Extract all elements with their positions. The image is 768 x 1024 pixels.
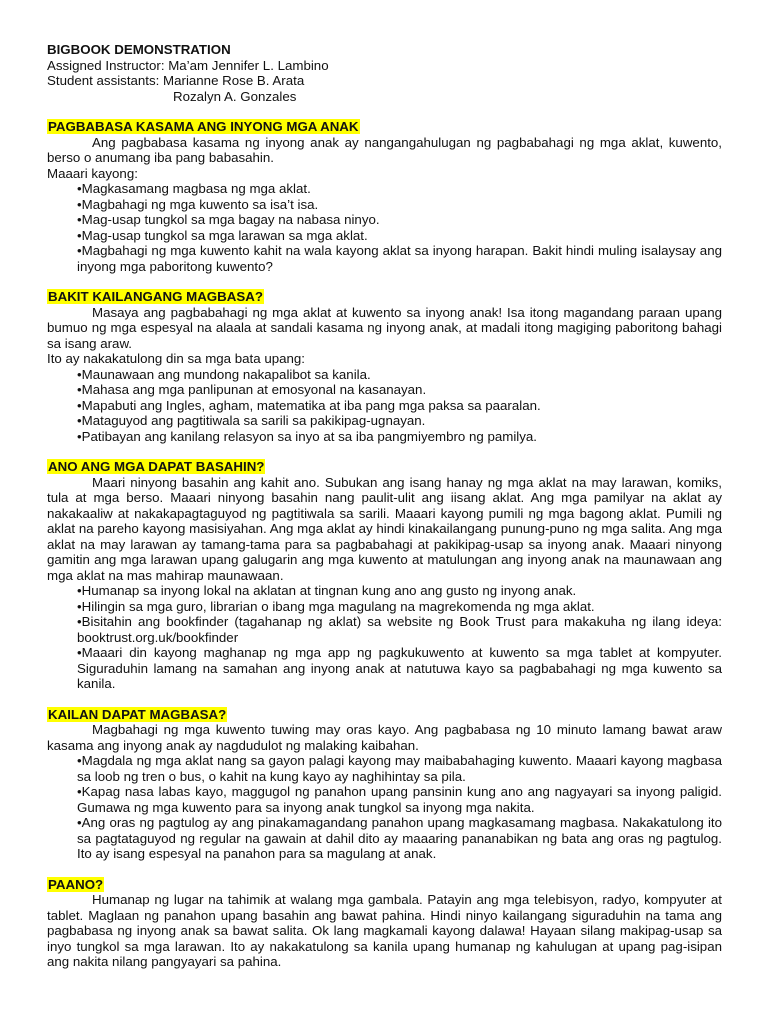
list-item: •Magkasamang magbasa ng mga aklat. (77, 181, 311, 196)
section-lead: Ito ay nakakatulong din sa mga bata upang: (47, 351, 305, 366)
section-heading: PAANO? (48, 876, 104, 892)
document-header (47, 42, 722, 104)
section-intro: Maari ninyong basahin ang kahit ano. Subukan ang isang hanay ng mga aklat na may larawan, komiks, tula at mga berso. Maaari ninyong basahin nang paulit-ulit ang iisang aklat. Ang mga pamilyar na aklat ay nakakaaliw at nakakapagtaguyod ng pagtitiwala sa sarili. Maaari kayong pumili ng mga bagong aklat. Pumili ng aklat na pareho kayong masisiyahan. Ang mga aklat ay hindi kinakailangang punung-puno ng mga salita. Ang mga aklat na may larawan ay tamang-tama para sa pagbabahagi at pakikipag-usap sa inyong anak. Maaari ninyong gamitin ang mga larawan upang galugarin ang mga kuwento at matulungan ang inyong anak na maunawaan ang mga aklat na mas mahirap maunawaan. (47, 474, 722, 583)
instructor-line: Assigned Instructor: Ma’am Jennifer L. Lambino (47, 57, 329, 73)
bullet-list (47, 181, 722, 274)
section-lead: Maaari kayong: (47, 165, 138, 181)
list-item: •Mataguyod ang pagtitiwala sa sarili sa pakikipag-ugnayan. (77, 413, 426, 428)
section-intro: Magbahagi ng mga kuwento tuwing may oras kayo. Ang pagbabasa ng 10 minuto lamang bawat araw kasama ang inyong anak ay nagdudulot ng malaking kaibahan. (47, 722, 722, 753)
list-item: •Maaari din kayong maghanap ng mga app ng pagkukuwento at kuwento sa mga tablet at kompyuter. Siguraduhin lamang na samahan ang inyong anak at natutuwa kayo sa pagbabahagi ng mga kuwento sa kanila. (77, 645, 722, 691)
section-heading: BAKIT KAILANGANG MAGBASA? (48, 289, 263, 304)
section-pagbabasa (47, 119, 722, 274)
section-heading: ANO ANG MGA DAPAT BASAHIN? (48, 459, 265, 474)
list-item: •Patibayan ang kanilang relasyon sa inyo at sa iba pangmiyembro ng pamilya. (77, 428, 537, 444)
list-item: •Magbahagi ng mga kuwento sa isa’t isa. (77, 196, 319, 212)
section-kailan (47, 707, 722, 862)
list-item: •Kapag nasa labas kayo, maggugol ng panahon upang pansinin kung ano ang nagyayari sa inyong paligid. Gumawa ng mga kuwento para sa inyong anak tungkol sa inyong mga nakita. (77, 784, 722, 815)
list-item: •Hilingin sa mga guro, librarian o ibang mga magulang na magrekomenda ng mga aklat. (77, 598, 595, 614)
list-item: •Mag-usap tungkol sa mga larawan sa mga aklat. (77, 227, 368, 243)
list-item: •Magbahagi ng mga kuwento kahit na wala kayong aklat sa inyong harapan. Bakit hindi muling isalaysay ang inyong mga paboritong kuwento? (77, 243, 722, 274)
section-heading: KAILAN DAPAT MAGBASA? (48, 706, 227, 722)
assistants-line: Student assistants: Marianne Rose B. Arata (47, 73, 305, 88)
list-item: •Maunawaan ang mundong nakapalibot sa kanila. (77, 366, 371, 382)
list-item: •Mahasa ang mga panlipunan at emosyonal na kasanayan. (77, 382, 427, 397)
section-ano (47, 459, 722, 692)
section-bakit (47, 289, 722, 444)
bullet-list (47, 367, 722, 445)
section-intro: Masaya ang pagbabahagi ng mga aklat at kuwento sa inyong anak! Isa itong magandang paraan upang bumuo ng mga espesyal na alaala at sandali kasama ng inyong anak, at madali itong magiging paboritong bahagi sa isang araw. (47, 304, 722, 351)
section-intro: Humanap ng lugar na tahimik at walang mga gambala. Patayin ang mga telebisyon, radyo, kompyuter at tablet. Maglaan ng panahon upang basahin ang bawat pahina. Hindi ninyo kailangang siguraduhin na tama ang pagbabasa ng inyong anak sa bawat salita. Ok lang magkamali kayong dalawa! Hayaan silang makipag-usap sa inyo tungkol sa mga larawan. Ito ay nakakatulong sa kanila upang humanap ng kahulugan at upang pag-isipan ang nakita nilang pangyayari sa pahina. (47, 892, 722, 969)
assistant-2-line: Rozalyn A. Gonzales (173, 88, 297, 104)
section-intro: Ang pagbabasa kasama ng inyong anak ay nangangahulugan ng pagbabahagi ng mga aklat, kuwento, berso o anumang iba pang babasahin. (47, 134, 722, 165)
list-item: •Magdala ng mga aklat nang sa gayon palagi kayong may maibabahaging kuwento. Maaari kayong magbasa sa loob ng tren o bus, o kahit na kung kayo ay naghihintay sa pila. (77, 753, 722, 784)
section-paano (47, 877, 722, 970)
list-item: •Mag-usap tungkol sa mga bagay na nabasa ninyo. (77, 212, 380, 227)
bullet-list (47, 583, 722, 692)
document-title: BIGBOOK DEMONSTRATION (47, 42, 231, 57)
bullet-list (47, 753, 722, 862)
list-item: •Humanap sa inyong lokal na aklatan at tingnan kung ano ang gusto ng inyong anak. (77, 583, 577, 598)
list-item: •Ang oras ng pagtulog ay ang pinakamagandang panahon upang magkasamang magbasa. Nakakatulong ito sa pagtataguyod ng regular na gawain at dahil dito ay maaaring pananabikan ng bata ang oras ng pagtulog. Ito ay isang espesyal na panahon para sa magulang at anak. (77, 815, 722, 861)
section-heading: PAGBABASA KASAMA ANG INYONG MGA ANAK (48, 119, 359, 134)
list-item: •Bisitahin ang bookfinder (tagahanap ng aklat) sa website ng Book Trust para makakuha ng ilang ideya: booktrust.org.uk/bookfinder (77, 614, 722, 645)
list-item: •Mapabuti ang Ingles, agham, matematika at iba pang mga paksa sa paaralan. (77, 397, 541, 413)
